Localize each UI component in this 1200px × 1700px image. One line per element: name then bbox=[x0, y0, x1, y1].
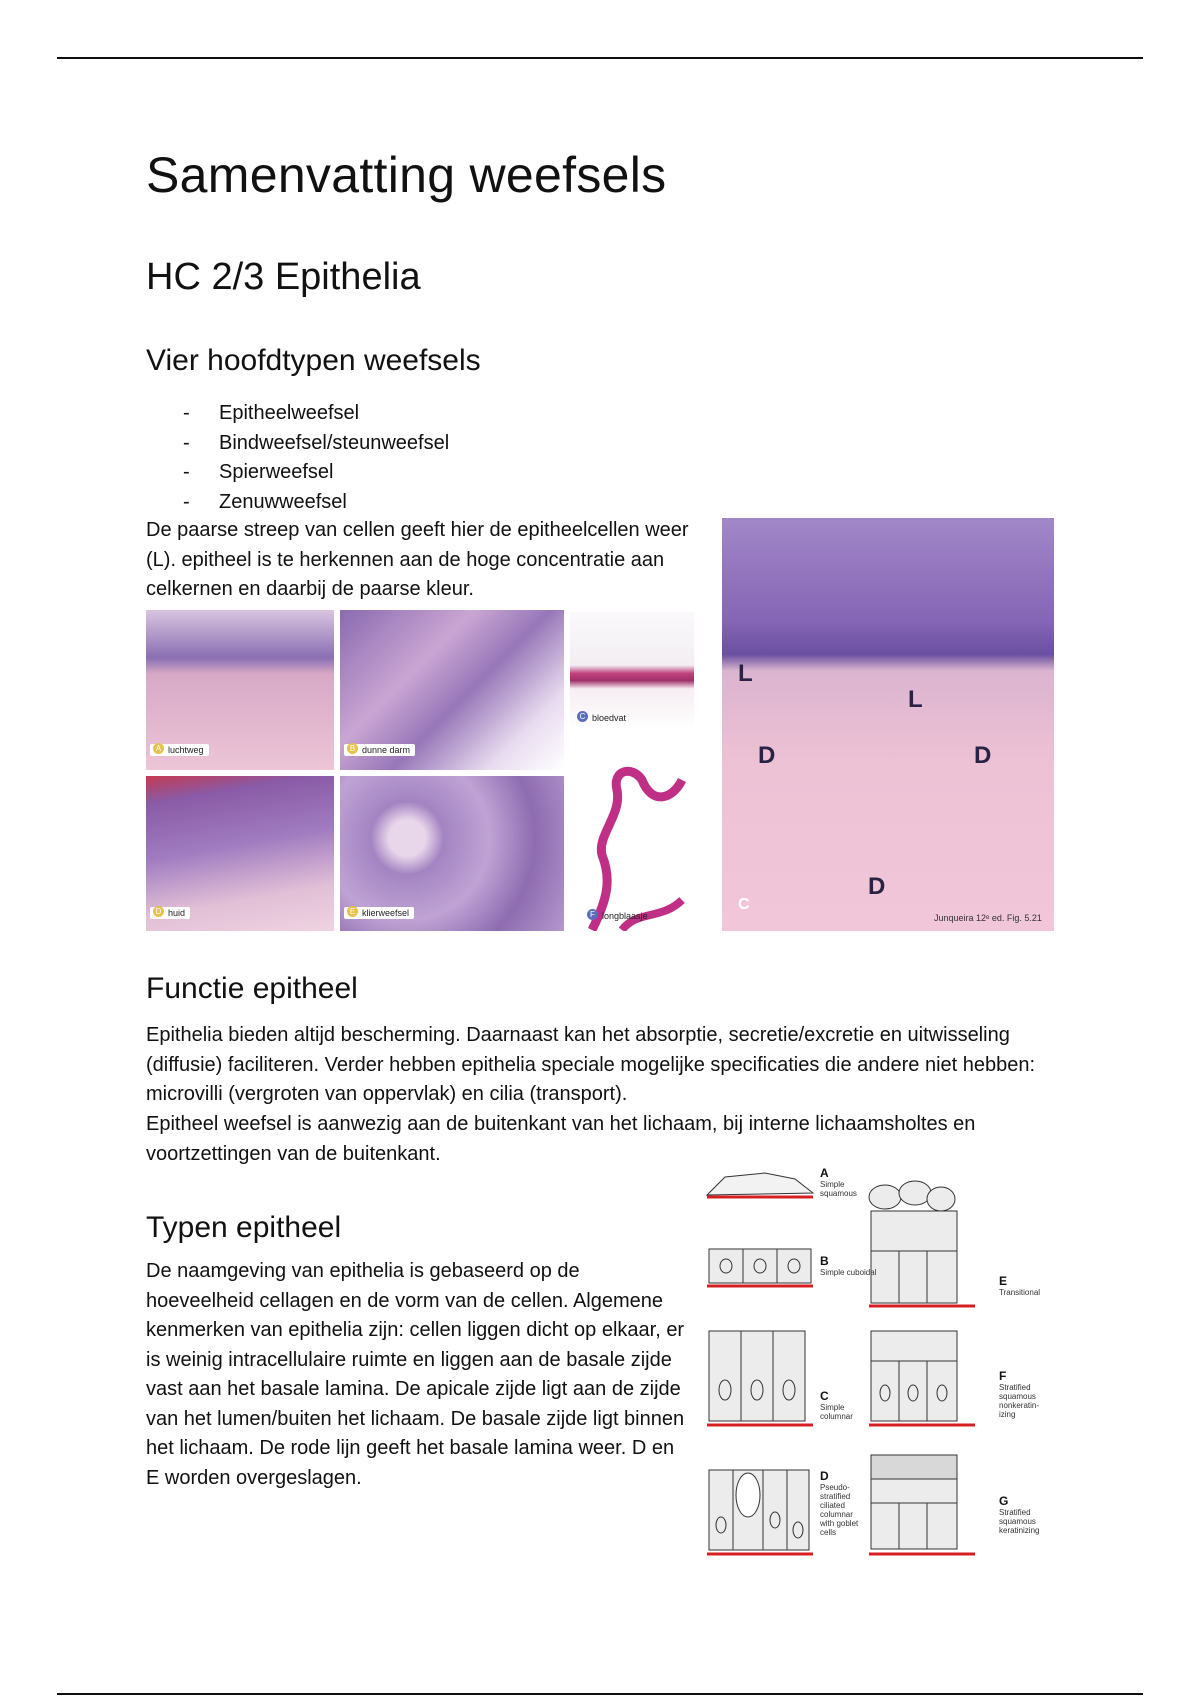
subsection-heading-functie: Functie epitheel bbox=[146, 972, 358, 1005]
histology-panel-longblaasje bbox=[582, 760, 694, 931]
panel-letter: A bbox=[153, 743, 164, 754]
panel-letter: B bbox=[347, 743, 358, 754]
diagram-name: Stratified squamous keratinizing bbox=[999, 1508, 1040, 1535]
panel-label bbox=[150, 744, 209, 756]
subsection-heading-hoofdtypen: Vier hoofdtypen weefsels bbox=[146, 344, 481, 377]
diagram-label bbox=[820, 1470, 865, 1537]
label-L: L bbox=[738, 660, 753, 687]
panel-letter: C bbox=[577, 711, 588, 722]
top-rule bbox=[57, 57, 1143, 59]
list-item bbox=[146, 458, 449, 488]
diagram-name: Stratified squamous nonkeratin-izing bbox=[999, 1383, 1040, 1419]
panel-label bbox=[150, 907, 190, 919]
page-title: Samenvatting weefsels bbox=[146, 147, 667, 203]
diagram-label bbox=[999, 1495, 1055, 1535]
subsection-heading-typen: Typen epitheel bbox=[146, 1211, 342, 1244]
diagram-letter: A bbox=[820, 1166, 829, 1180]
panel-label-text: luchtweg bbox=[168, 745, 204, 755]
diagram-name: Simple squamous bbox=[820, 1180, 857, 1198]
list-item-label: Zenuwweefsel bbox=[219, 490, 347, 513]
bottom-rule bbox=[57, 1693, 1143, 1695]
paragraph-functie-1: Epithelia bieden altijd bescherming. Daarnaast kan het absorptie, secretie/excretie en uitwisseling (diffusie) faciliteren. Verder hebben epithelia speciale mogelijke specificaties die andere niet hebben: microvilli (vergroten van oppervlak) en cilia (transport). bbox=[146, 1024, 1036, 1105]
bullet-marker: - bbox=[183, 461, 190, 483]
histology-panel-huid bbox=[146, 776, 334, 931]
diagram-label bbox=[999, 1370, 1055, 1419]
diagram-letter: G bbox=[999, 1494, 1009, 1508]
diagram-letter: D bbox=[820, 1469, 829, 1483]
list-item bbox=[146, 399, 449, 429]
panel-letter: F bbox=[587, 909, 598, 920]
diagram-label bbox=[820, 1167, 880, 1198]
alveolus-wall-illustration bbox=[582, 760, 694, 931]
list-item-label: Spierweefsel bbox=[219, 461, 334, 483]
tissue-type-list bbox=[146, 399, 449, 517]
panel-label bbox=[584, 910, 653, 922]
panel-label-text: huid bbox=[168, 908, 186, 918]
bullet-marker: - bbox=[183, 431, 190, 454]
panel-label bbox=[344, 907, 414, 919]
diagram-label bbox=[820, 1390, 875, 1421]
diagram-name: Simple cuboidal bbox=[820, 1268, 877, 1277]
label-D: D bbox=[758, 742, 776, 769]
diagram-letter: C bbox=[820, 1389, 829, 1403]
label-L: L bbox=[908, 686, 923, 713]
panel-label bbox=[344, 744, 415, 756]
paragraph-typen: De naamgeving van epithelia is gebaseerd op de hoeveelheid cellagen en de vorm van de cellen. Algemene kenmerken van epithelia zijn: cellen liggen dicht op elkaar, er is weinig intracellulaire ruimte en liggen aan de basale zijde vast aan het basale lamina. De apicale zijde ligt aan de zijde van het lumen/buiten het lichaam. De basale zijde ligt binnen het lichaam. De rode lijn geeft het basale lamina weer. D en E worden overgeslagen. bbox=[146, 1260, 685, 1489]
histology-panel-klierweefsel bbox=[340, 776, 564, 931]
panel-label-text: bloedvat bbox=[592, 713, 627, 723]
panel-letter-c: C bbox=[738, 896, 750, 913]
panel-letter: D bbox=[153, 906, 164, 917]
panel-label-text: dunne darm bbox=[362, 745, 411, 755]
section-heading: HC 2/3 Epithelia bbox=[146, 256, 421, 298]
label-D: D bbox=[974, 742, 992, 769]
diagram-letter: B bbox=[820, 1254, 829, 1268]
paragraph-epitheel-intro: De paarse streep van cellen geeft hier de epitheelcellen weer (L). epitheel is te herkennen aan de hoge concentratie aan celkernen en daarbij de paarse kleur. bbox=[146, 519, 689, 600]
diagram-name: Pseudo-stratified ciliated columnar with goblet cells bbox=[820, 1483, 859, 1537]
figure-source-caption: Junqueira 12ᵉ ed. Fig. 5.21 bbox=[934, 913, 1042, 923]
panel-letter: E bbox=[347, 906, 358, 917]
list-item bbox=[146, 429, 449, 459]
panel-label-text: klierweefsel bbox=[362, 908, 410, 918]
diagram-name: Simple columnar bbox=[820, 1403, 853, 1421]
paragraph-functie-2: Epitheel weefsel is aanwezig aan de buitenkant van het lichaam, bij interne lichaamsholtes en voortzettingen van de buitenkant. bbox=[146, 1113, 976, 1165]
panel-label-text: longblaasje bbox=[602, 911, 648, 921]
histology-large-skin bbox=[722, 518, 1054, 931]
diagram-label bbox=[999, 1275, 1055, 1297]
histology-panel-bloedvat bbox=[570, 612, 694, 730]
list-item-label: Epitheelweefsel bbox=[219, 402, 360, 424]
panel-label bbox=[574, 712, 631, 724]
bullet-marker: - bbox=[183, 490, 190, 513]
label-D: D bbox=[868, 873, 886, 900]
histology-panel-dunne-darm bbox=[340, 610, 564, 770]
list-item-label: Bindweefsel/steunweefsel bbox=[219, 431, 450, 454]
diagram-letter: F bbox=[999, 1369, 1007, 1383]
epithelium-types-diagram bbox=[705, 1165, 1055, 1560]
diagram-label bbox=[820, 1255, 880, 1277]
histology-panel-luchtweg bbox=[146, 610, 334, 770]
bullet-marker: - bbox=[183, 402, 190, 424]
diagram-letter: E bbox=[999, 1274, 1008, 1288]
diagram-name: Transitional bbox=[999, 1288, 1041, 1297]
list-item bbox=[146, 488, 449, 518]
